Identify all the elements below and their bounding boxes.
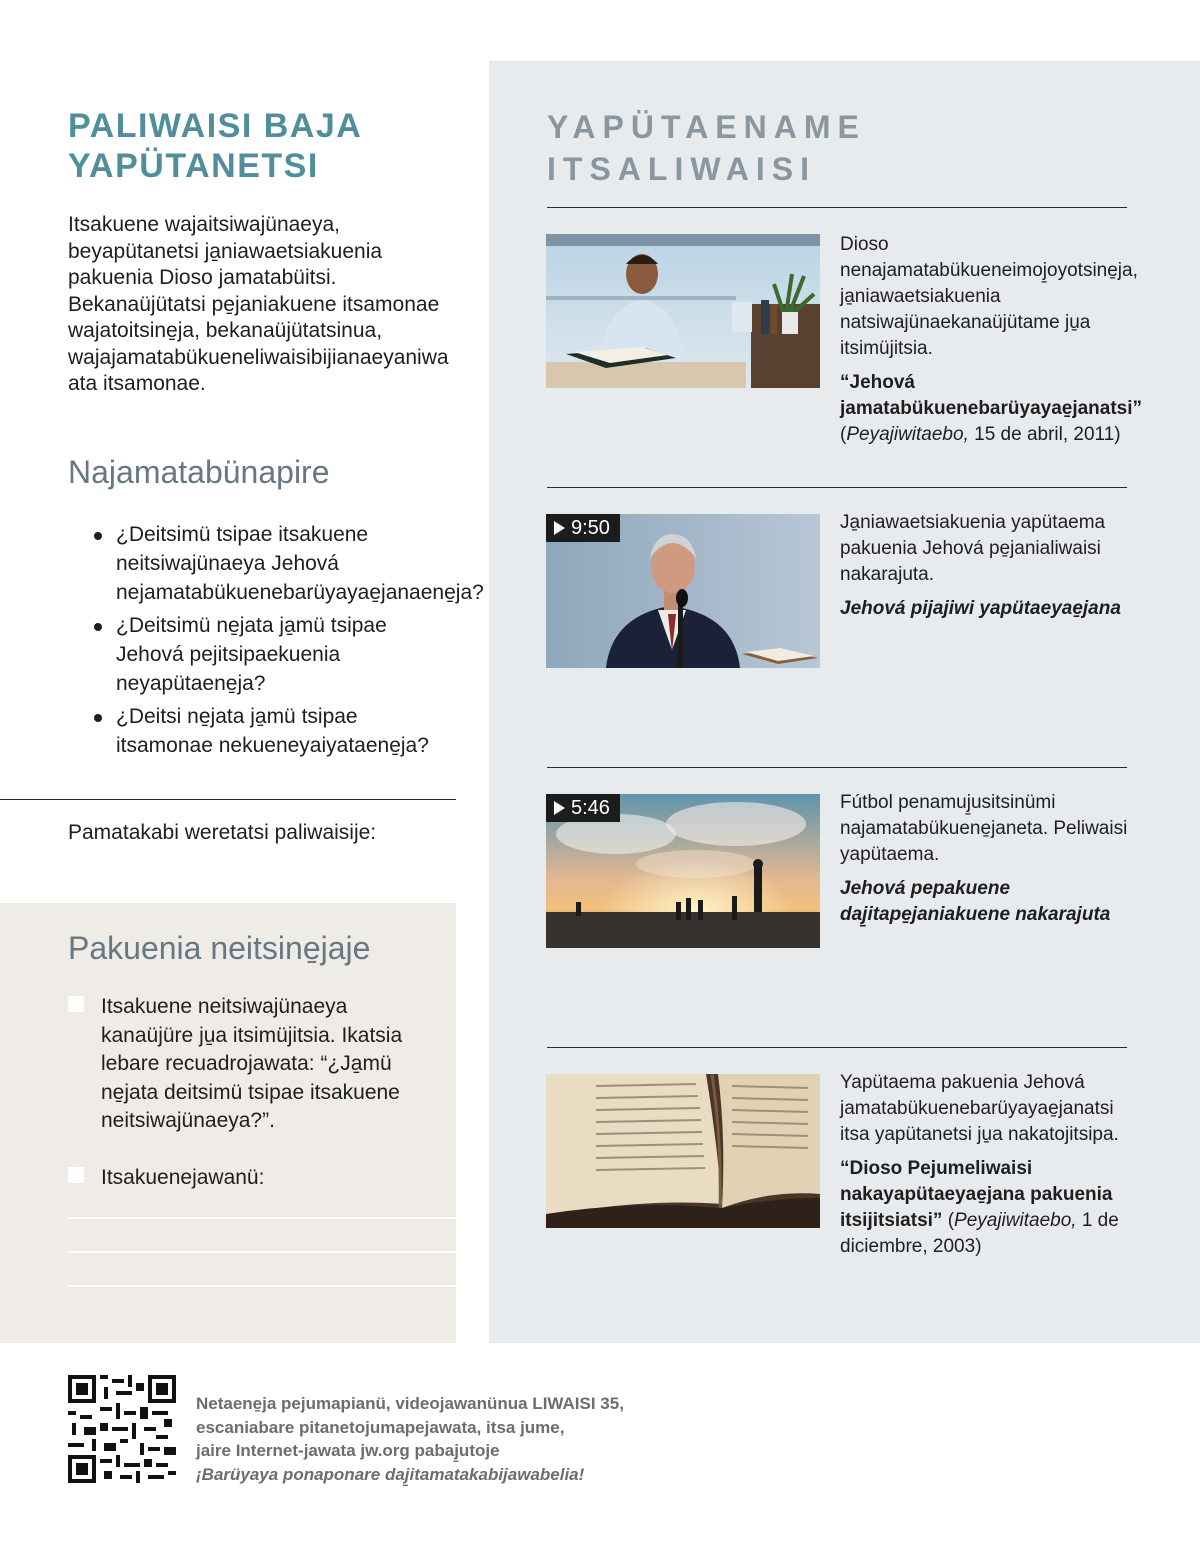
resource-card-4 [840,1070,1130,1260]
resource-card-3 [840,790,1130,928]
open-bible-photo[interactable] [546,1074,820,1228]
article-reference: “Dioso Pejumeliwaisi nakayapütaeyae̱jana pakuenia itsijitsiatsi” (Peyajiwitaebo, 1 de diciembre, 2003) [840,1158,1119,1257]
publication-name: Peyajiwitaebo, [846,424,969,445]
article-link[interactable]: “Jehová jamatabükuenebarüyayae̱janatsi” [840,372,1143,419]
goal-text: Itsakuenejawanü: [101,1166,265,1189]
footer-line: escaniabare pitanetojumapejawata, itsa jume, [196,1417,565,1437]
article-reference: “Jehová jamatabükuenebarüyayae̱janatsi” (Peyajiwitaebo, 15 de abril, 2011) [840,372,1143,445]
questions-heading: Najamatabünapire [68,454,330,490]
intro-paragraph: Itsakuene wajaitsiwajünaeya, beyapütanetsi ja̱niawaetsiakuenia pakuenia Dioso jamatabüitsi. Bekanaüjütatsi pe̱janiakuene itsamonae wajatoitsine̱ja, bekanaüjütatsinua, wajajamatabükueneliwaisibijianaeyaniwa ata itsamonae. [68,213,449,395]
play-icon [554,521,565,535]
scripture-label: Pamatakabi weretatsi paliwaisije: [68,821,377,844]
divider [547,207,1127,208]
writing-line[interactable] [68,1285,456,1287]
qr-code-icon[interactable] [68,1375,176,1483]
resource-card-1 [840,232,1143,448]
question-item: ¿Deitsi ne̱jata ja̱mü tsipae itsamonae nekueneyaiyataene̱ja? [92,702,452,760]
resource-description: Fútbol penamuj̱usitsinümi najamatabükuene̱janeta. Peliwaisi yapütaema. [840,792,1128,865]
video-duration: 5:46 [571,797,610,819]
writing-line[interactable] [68,1251,456,1253]
video-duration-badge [546,514,620,542]
footer-line: Netaene̱ja pejumapianü, videojawanünua LIWAISI 35, [196,1394,624,1413]
divider [0,799,456,800]
questions-list [92,520,484,764]
writing-line[interactable] [68,1217,456,1219]
video-link[interactable]: Jehová pepakuene daj̱itape̱janiakuene nakarajuta [840,878,1111,925]
video-duration: 9:50 [571,517,610,539]
resources-heading-line1: YAPÜTAENAME [547,109,866,145]
main-title-line2: YAPÜTANETSI [68,147,319,185]
goals-heading: Pakuenia neitsine̱jaje [68,930,371,966]
question-item: ¿Deitsimü tsipae itsakuene neitsiwajünaeya Jehová nejamatabükuenebarüyayae̱janaene̱ja? [92,520,452,607]
question-item: ¿Deitsimü ne̱jata ja̱mü tsipae Jehová pejitsipaekuenia neyapütaene̱ja? [92,611,452,698]
resource-description: Yapütaema pakuenia Jehová jamatabükuenebarüyayae̱janatsi itsa yapütanetsi ju̱a nakatojitsipa. [840,1072,1119,1145]
article-link[interactable]: “Dioso Pejumeliwaisi nakayapütaeyae̱jana pakuenia itsijitsiatsi” [840,1158,1113,1231]
checkbox[interactable] [68,1167,84,1183]
football-sunset-photo[interactable] [546,794,820,948]
man-reading-bible-photo[interactable] [546,234,820,388]
resource-card-2 [840,510,1130,622]
goal-text: Itsakuene neitsiwajünaeya kanaüjüre ju̱a itsimüjitsia. Ikatsia lebare recuadrojawata: “¿Ja̱mü ne̱jata deitsimü tsipae itsakuene neitsiwajünaeya?”. [101,995,403,1132]
goal-item-2 [68,1164,428,1194]
resource-description: Dioso nenajamatabükueneimoj̱oyotsine̱ja, ja̱niawaetsiakuenia natsiwajünaekanaüjütame ju̱a itsimüjitsia. [840,234,1138,359]
resources-heading-line2: ITSALIWAISI [547,151,816,187]
main-title [68,106,458,186]
divider [547,767,1127,768]
video-duration-badge [546,794,620,822]
goal-item-1 [68,993,428,1143]
video-link[interactable]: Jehová pijajiwi yapütaeyae̱jana [840,598,1121,619]
divider [547,487,1127,488]
checkbox[interactable] [68,996,84,1012]
speaker-at-microphone-photo[interactable] [546,514,820,668]
footer-line: ¡Barüyaya ponaponare daj̱itamatakabijawabelia! [196,1464,585,1484]
divider [547,1047,1127,1048]
resources-heading [547,106,866,190]
publication-name: Peyajiwitaebo, [954,1210,1077,1231]
publication-date: 15 de abril, 2011) [968,424,1121,445]
publication-date: 1 de diciembre, 2003) [840,1210,1119,1257]
play-icon [554,801,565,815]
footer-line: jaire Internet-jawata jw.org pabaj̱utoje [196,1441,500,1460]
main-title-line1: PALIWAISI BAJA [68,107,363,145]
resource-description: Ja̱niawaetsiakuenia yapütaema pakuenia Jehová pe̱janialiwaisi nakarajuta. [840,512,1106,585]
footer-note [196,1392,666,1486]
